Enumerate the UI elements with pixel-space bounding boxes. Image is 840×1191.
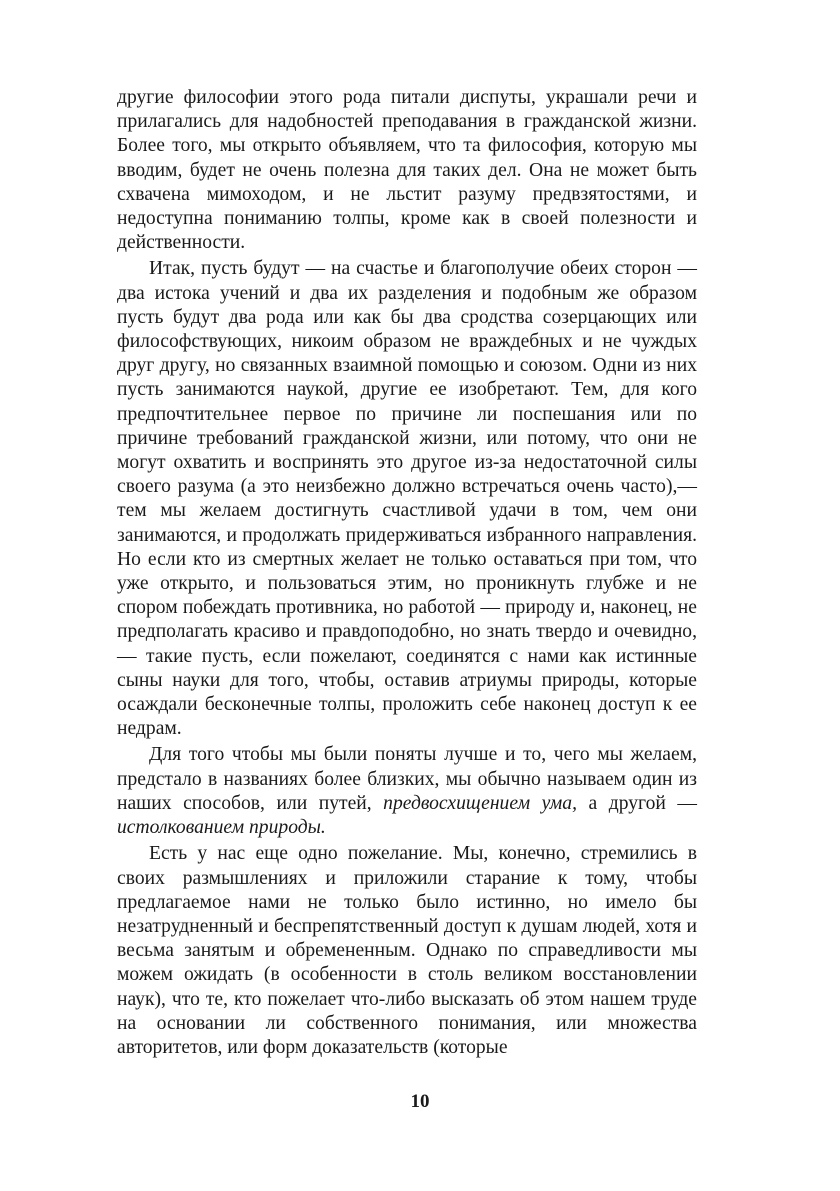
paragraph-3-middle: а другой — <box>588 792 697 814</box>
page-body <box>117 86 697 1060</box>
page-number: 10 <box>410 1091 430 1112</box>
paragraph-4: Есть у нас еще одно пожелание. Мы, конечно, стремились в своих размышлениях и приложили старание к тому, чтобы предлагаемое нами не только было истинно, но имело бы незатрудненный и беспрепятственный доступ к душам людей, хотя и весьма занятым и обремененным. Однако по справедливости мы можем ожидать (в особенности в столь великом восстановлении наук), что те, кто пожелает что-либо высказать об этом нашем труде на основании ли собственного понимания, или множества авторитетов, или форм доказательств (которые <box>117 843 697 1058</box>
paragraph-3-italic-term-1: предвосхищением ума, <box>383 792 577 814</box>
paragraph-3-start: Для того чтобы мы были поняты лучше и то, чего мы желаем, предстало в названиях более близких, мы обычно называем один из наших способов, или путей, <box>117 744 697 814</box>
paragraph-2: Итак, пусть будут — на счастье и благополучие обеих сторон — два истока учений и два их разделения и подобным же образом пусть будут два рода или как бы два сродства созерцающих или философствующих, никоим образом не враждебных и не чуждых друг другу, но связанных взаимной помощью и союзом. Одни из них пусть занимаются наукой, другие ее изобретают. Тем, для кого предпочтительнее первое по причине ли поспешания или по причине требований гражданской жизни, или потому, что они не могут охватить и воспринять это другое из-за недостаточной силы своего разума (а это неизбежно должно встречаться очень часто),— тем мы желаем достигнуть счастливой удачи в том, чем они занимаются, и продолжать придерживаться избранного направления. Но если кто из смертных желает не только оставаться при том, что уже открыто, и пользоваться этим, но проникнуть глубже и не спором побеждать противника, но работой — природу и, наконец, не предполагать красиво и правдоподобно, но знать твердо и очевидно,— такие пусть, если пожелают, соединятся с нами как истинные сыны науки для того, чтобы, оставив атриумы природы, которые осаждали бесконечные толпы, проложить себе наконец доступ к ее недрам. <box>117 258 697 740</box>
paragraph-3 <box>117 743 697 840</box>
paragraph-3-italic-term-2: истолкованием природы. <box>117 817 326 839</box>
paragraph-1: другие философии этого рода питали диспуты, украшали речи и прилагались для надобностей преподавания в гражданской жизни. Более того, мы открыто объявляем, что та философия, которую мы вводим, будет не очень полезна для таких дел. Она не может быть схвачена мимоходом, и не льстит разуму предвзятостями, и недоступна пониманию толпы, кроме как в своей полезности и действенности. <box>117 87 697 254</box>
